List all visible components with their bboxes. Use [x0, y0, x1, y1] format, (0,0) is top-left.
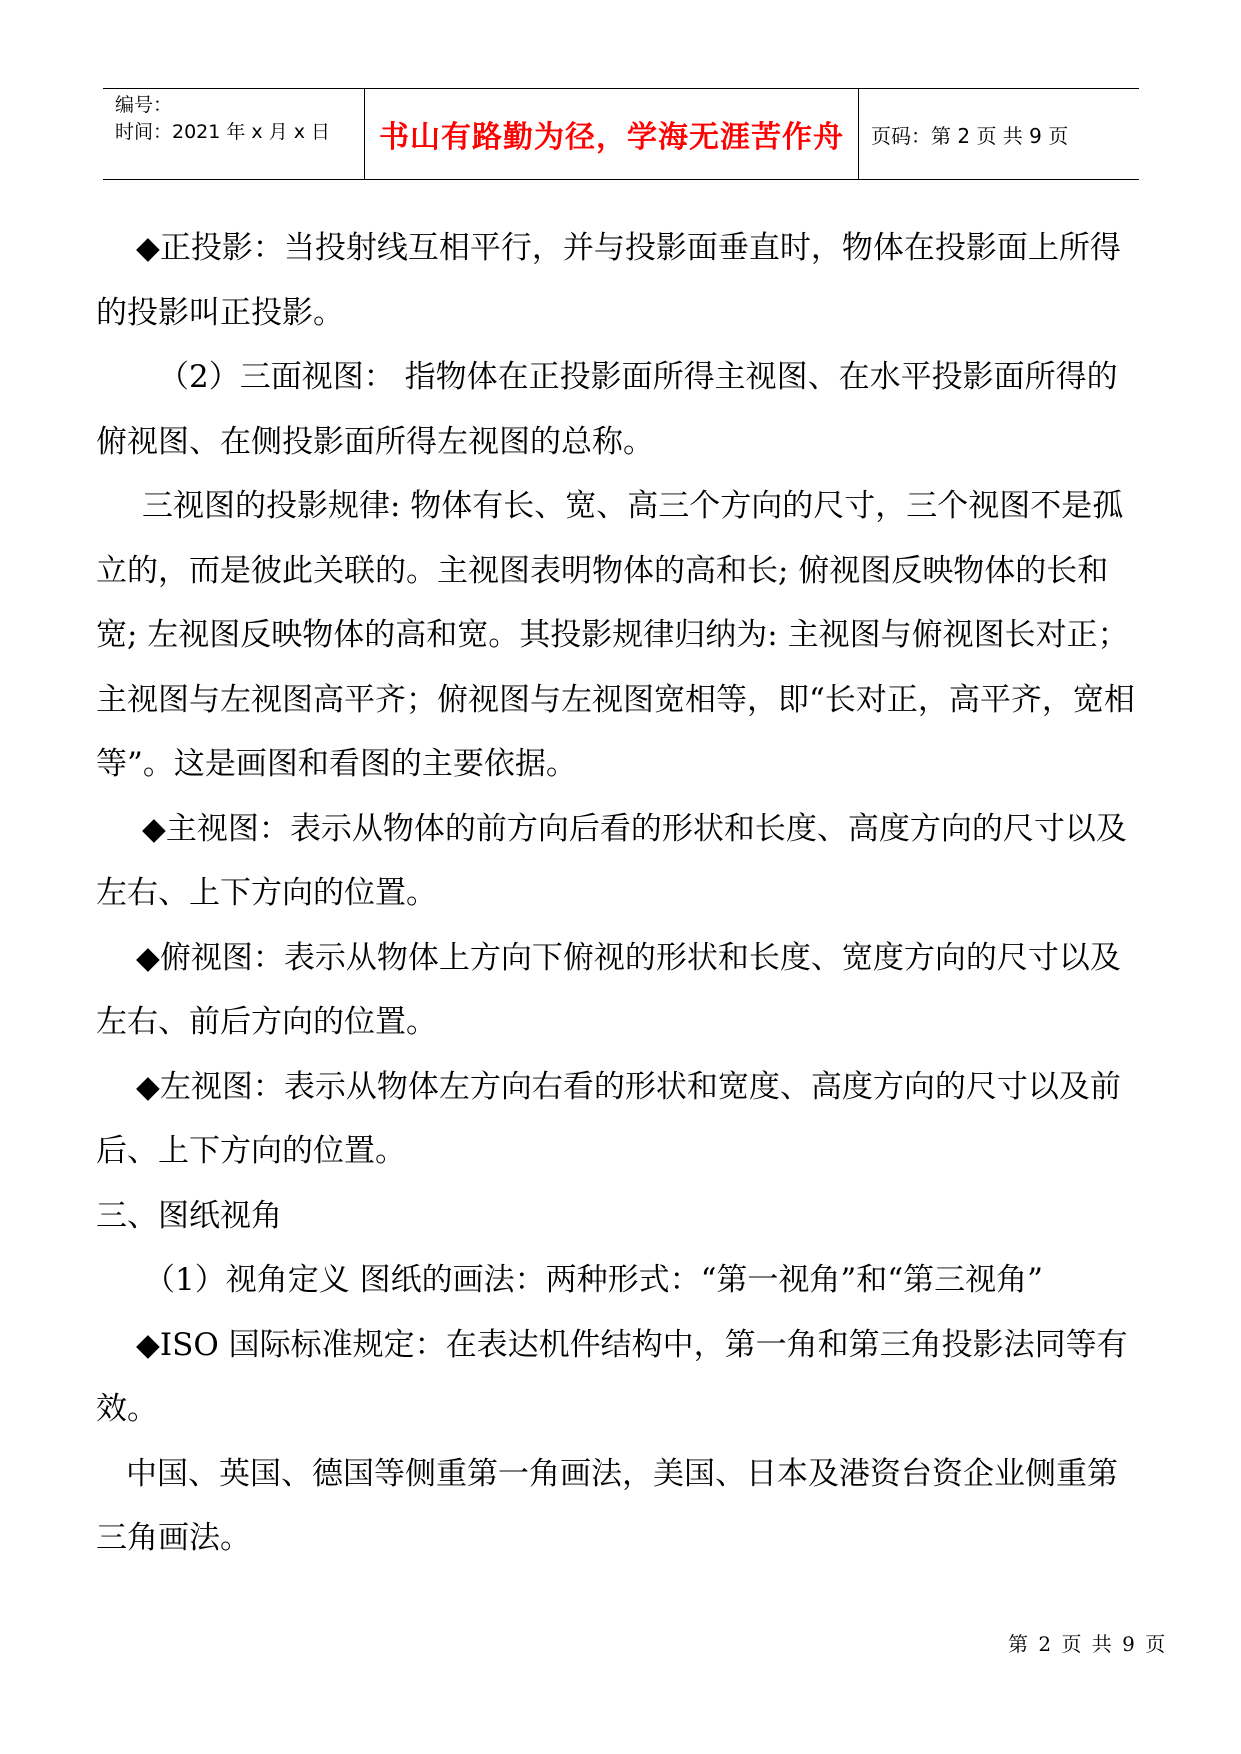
paragraph-projection-rules: 三视图的投影规律: 物体有长、宽、高三个方向的尺寸，三个视图不是孤立的，而是彼此关联的。主视图表明物体的高和长; 俯视图反映物体的长和宽; 左视图反映物体的高和宽。其投影规律归纳为: 主视图与俯视图长对正；主视图与左视图高平齐；俯视图与左视图宽相等，即“长对正，高平齐，宽相等”。这是画图和看图的主要依据。	[96, 488, 1135, 782]
time-label: 时间：2021 年 x 月 x 日	[115, 121, 331, 143]
header-motto: 书山有路勤为径，学海无涯苦作舟	[365, 89, 859, 179]
paragraph-front-view: ◆主视图：表示从物体的前方向后看的形状和长度、高度方向的尺寸以及左右、上下方向的位置。	[96, 810, 1127, 911]
paragraph-angle-definition: （1）视角定义 图纸的画法：两种形式：“第一视角”和“第三视角”	[144, 1262, 1043, 1298]
page-footer: 第 2 页 共 9 页	[1008, 1632, 1168, 1656]
paragraph-left-view: ◆左视图：表示从物体左方向右看的形状和宽度、高度方向的尺寸以及前后、上下方向的位置。	[96, 1068, 1121, 1169]
paragraph-regional-practice: 中国、英国、德国等侧重第一角画法，美国、日本及港资台资企业侧重第三角画法。	[96, 1455, 1118, 1556]
header-meta-cell	[103, 89, 365, 179]
number-label: 编号：	[115, 94, 173, 116]
document-body	[96, 216, 1146, 1571]
document-header	[103, 88, 1139, 180]
paragraph-three-views: （2）三面视图： 指物体在正投影面所得主视图、在水平投影面所得的俯视图、在侧投影面所得左视图的总称。	[96, 359, 1118, 460]
paragraph-orthographic-projection: ◆正投影：当投射线互相平行，并与投影面垂直时，物体在投影面上所得的投影叫正投影。	[96, 230, 1121, 331]
header-page-info: 页码：第 2 页 共 9 页	[871, 123, 1069, 148]
paragraph-iso-standard: ◆ISO 国际标准规定：在表达机件结构中，第一角和第三角投影法同等有效。	[96, 1326, 1128, 1427]
paragraph-top-view: ◆俯视图：表示从物体上方向下俯视的形状和长度、宽度方向的尺寸以及左右、前后方向的位置。	[96, 939, 1121, 1040]
section-heading-drawing-angle: 三、图纸视角	[96, 1197, 282, 1234]
